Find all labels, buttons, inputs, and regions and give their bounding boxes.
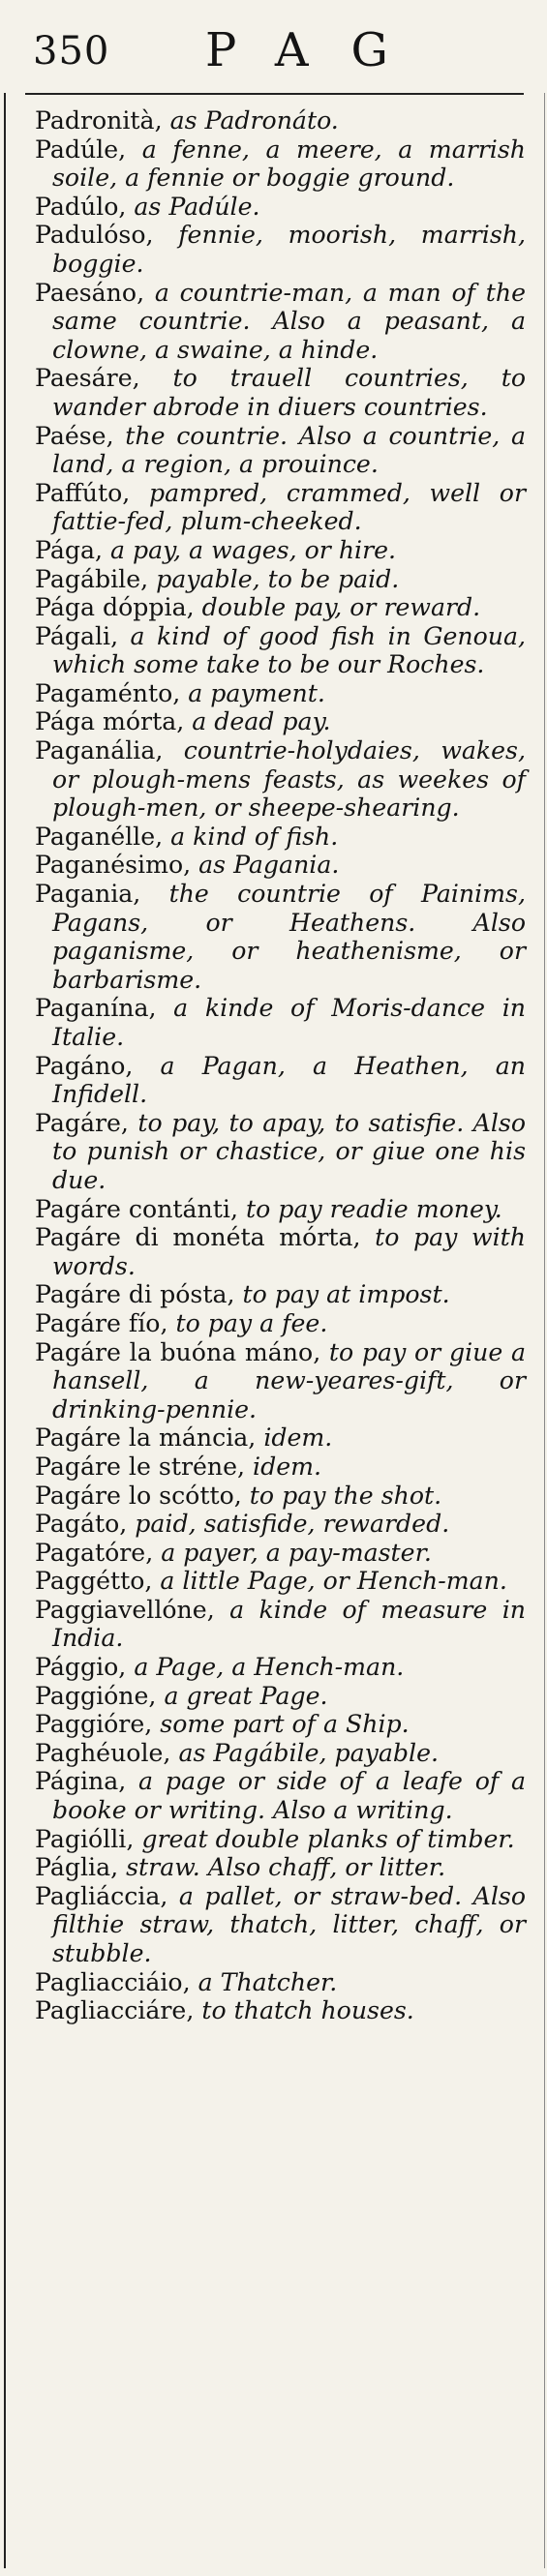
entry-definition: payable, to be paid. — [148, 564, 400, 593]
dictionary-entry — [35, 1653, 526, 1682]
entry-definition: to pay readie money. — [237, 1194, 502, 1223]
dictionary-entry — [35, 1280, 526, 1309]
page-number: 350 — [33, 29, 110, 74]
entry-headword: Pagáre, — [35, 1108, 129, 1137]
entry-headword: Págali, — [35, 621, 119, 650]
dictionary-entry — [35, 279, 526, 365]
entry-headword: Páglia, — [35, 1853, 119, 1882]
dictionary-entry — [35, 1739, 526, 1768]
entry-headword: Paggiavellóne, — [35, 1595, 215, 1624]
entry-definition: to pay at impost. — [234, 1280, 450, 1309]
entry-headword: Paganésimo, — [35, 851, 192, 880]
entry-definition: a pay, a wages, or hire. — [102, 535, 397, 564]
entry-definition: to pay the shot. — [241, 1481, 442, 1510]
dictionary-entry — [35, 1052, 526, 1109]
dictionary-entry — [35, 1482, 526, 1511]
entry-headword: Paggétto, — [35, 1567, 153, 1596]
entry-definition: to pay a fee. — [167, 1308, 328, 1337]
dictionary-entry — [35, 422, 526, 479]
dictionary-entry — [35, 193, 526, 222]
entry-definition: pampred, crammed, well or fattie-fed, plum-cheeked. — [52, 478, 526, 536]
dictionary-entry — [35, 1338, 526, 1424]
entry-definition: double pay, or reward. — [194, 593, 481, 622]
entry-headword: Pagania, — [35, 880, 141, 909]
right-column-rule — [544, 93, 545, 2568]
entry-definition: fennie, moorish, marrish, boggie. — [52, 221, 526, 278]
entry-headword: Paganélle, — [35, 822, 164, 851]
running-head: PAG — [205, 23, 431, 77]
dictionary-entry — [35, 1853, 526, 1882]
entry-headword: Paghéuole, — [35, 1738, 171, 1767]
left-column-rule — [4, 93, 6, 2568]
entry-definition: idem. — [245, 1452, 322, 1481]
dictionary-entry — [35, 880, 526, 994]
entry-headword: Pága mórta, — [35, 707, 185, 736]
entry-headword: Pagáre le stréne, — [35, 1452, 246, 1481]
entry-definition: to pay or giue a hansell, a new-yeares-gift, or drinking-pennie. — [52, 1337, 526, 1423]
entry-headword: Paesáno, — [35, 278, 145, 307]
entry-definition: to pay with words. — [52, 1223, 526, 1280]
entry-definition: a page or side of a leafe of a booke or writing. Also a writing. — [52, 1767, 526, 1825]
entry-definition: a fenne, a meere, a marrish soile, a fennie or boggie ground. — [52, 135, 526, 193]
dictionary-entry — [35, 1968, 526, 1997]
dictionary-entry — [35, 1423, 526, 1453]
entry-definition: a little Page, or Hench-man. — [152, 1567, 507, 1596]
entry-headword: Paése, — [35, 421, 114, 450]
entry-headword: Paggióne, — [35, 1681, 157, 1710]
entry-headword: Paffúto, — [35, 478, 131, 507]
dictionary-entry — [35, 1195, 526, 1224]
entry-headword: Pagáre di monéta mórta, — [35, 1223, 361, 1252]
entry-headword: Padulóso, — [35, 221, 154, 250]
dictionary-entry — [35, 1825, 526, 1854]
dictionary-entry — [35, 1539, 526, 1568]
entry-headword: Pagliáccia, — [35, 1881, 168, 1910]
dictionary-entry — [35, 851, 526, 880]
entry-definition: a payment. — [180, 678, 325, 707]
entry-headword: Pagáre la máncia, — [35, 1423, 257, 1453]
dictionary-entry — [35, 536, 526, 565]
entry-headword: Pagábile, — [35, 564, 149, 593]
dictionary-entry — [35, 1596, 526, 1653]
entry-definition: a Page, a Hench-man. — [126, 1653, 405, 1682]
entry-definition: a kinde of measure in India. — [52, 1595, 526, 1653]
entry-headword: Pagáto, — [35, 1510, 128, 1539]
dictionary-entry — [35, 736, 526, 823]
entry-headword: Pága, — [35, 535, 103, 564]
entry-headword: Pagliacciáre, — [35, 1996, 195, 2025]
entry-definition: a kind of good fish in Genoua, which some take to be our Roches. — [52, 621, 526, 679]
entry-headword: Pággio, — [35, 1653, 127, 1682]
entry-headword: Pagáre di pósta, — [35, 1280, 235, 1309]
dictionary-entry — [35, 221, 526, 278]
entry-definition: some part of a Ship. — [152, 1710, 410, 1739]
entry-definition: a kind of fish. — [163, 822, 339, 851]
entry-definition: a Pagan, a Heathen, an Infidell. — [52, 1051, 526, 1109]
entry-headword: Padúle, — [35, 135, 127, 164]
entry-headword: Pagáre contánti, — [35, 1194, 238, 1223]
dictionary-entry — [35, 823, 526, 852]
entry-definition: a Thatcher. — [190, 1967, 338, 1996]
entry-definition: a kinde of Moris-dance in Italie. — [52, 994, 526, 1051]
dictionary-entry — [35, 994, 526, 1051]
dictionary-entry — [35, 479, 526, 536]
dictionary-entry — [35, 1223, 526, 1280]
entry-definition: a payer, a pay-master. — [153, 1538, 432, 1567]
dictionary-entry — [35, 1510, 526, 1539]
entry-headword: Paganália, — [35, 736, 164, 765]
dictionary-entry — [35, 1996, 526, 2025]
entry-definition: a dead pay. — [184, 707, 331, 736]
page-header — [21, 0, 526, 97]
dictionary-entry — [35, 1882, 526, 1968]
entry-list — [21, 97, 526, 2025]
entry-definition: a countrie-man, a man of the same countrie. Also a peasant, a clowne, a swaine, a hinde. — [52, 278, 526, 364]
entry-headword: Pagaménto, — [35, 678, 181, 707]
entry-headword: Paesáre, — [35, 364, 140, 393]
dictionary-entry — [35, 1453, 526, 1482]
entry-headword: Pagáre lo scótto, — [35, 1481, 242, 1510]
entry-definition: the countrie. Also a countrie, a land, a region, a prouince. — [52, 421, 526, 479]
entry-definition: as Pagábile, payable. — [170, 1738, 439, 1767]
entry-headword: Paggióre, — [35, 1710, 153, 1739]
entry-headword: Pagáre la buóna máno, — [35, 1337, 321, 1366]
entry-headword: Pagiólli, — [35, 1824, 135, 1853]
entry-headword: Pagliacciáio, — [35, 1967, 191, 1996]
entry-definition: a great Page. — [156, 1681, 328, 1710]
entry-headword: Pagatóre, — [35, 1538, 154, 1567]
entry-definition: as Padúle. — [126, 192, 260, 221]
entry-definition: the countrie of Painims, Pagans, or Heathens. Also paganisme, or heathenisme, or barbarisme. — [52, 880, 526, 994]
entry-definition: idem. — [256, 1423, 333, 1453]
entry-definition: great double planks of timber. — [134, 1824, 515, 1853]
dictionary-entry — [35, 1567, 526, 1596]
entry-headword: Página, — [35, 1767, 127, 1796]
entry-headword: Paganína, — [35, 994, 157, 1023]
entry-definition: to pay, to apay, to satisfie. Also to punish or chastice, or giue one his due. — [52, 1108, 526, 1194]
entry-headword: Pága dóppia, — [35, 593, 195, 622]
entry-definition: paid, satisfide, rewarded. — [127, 1510, 450, 1539]
dictionary-entry — [35, 565, 526, 594]
dictionary-entry — [35, 364, 526, 421]
entry-headword: Padronità, — [35, 106, 163, 135]
entry-definition: as Pagania. — [191, 851, 340, 880]
dictionary-entry — [35, 106, 526, 135]
dictionary-entry — [35, 622, 526, 679]
dictionary-entry — [35, 1682, 526, 1711]
entry-definition: to trauell countries, to wander abrode in diuers countries. — [52, 364, 526, 421]
dictionary-entry — [35, 1109, 526, 1195]
entry-headword: Padúlo, — [35, 192, 127, 221]
entry-definition: a pallet, or straw-bed. Also filthie straw, thatch, litter, chaff, or stubble. — [52, 1881, 526, 1967]
entry-definition: straw. Also chaff, or litter. — [118, 1853, 446, 1882]
dictionary-entry — [35, 1767, 526, 1824]
entry-headword: Pagáre fío, — [35, 1308, 168, 1337]
dictionary-entry — [35, 593, 526, 622]
dictionary-entry — [35, 1710, 526, 1739]
dictionary-entry — [35, 1309, 526, 1338]
entry-definition: as Padronáto. — [162, 106, 339, 135]
entry-headword: Pagáno, — [35, 1051, 134, 1080]
dictionary-entry — [35, 679, 526, 708]
dictionary-entry — [35, 707, 526, 736]
dictionary-entry — [35, 135, 526, 193]
entry-definition: to thatch houses. — [194, 1996, 414, 2025]
header-rule — [25, 93, 524, 95]
entry-definition: countrie-holydaies, wakes, or plough-mens feasts, as weekes of plough-men, or sheepe-shearing. — [52, 736, 526, 823]
